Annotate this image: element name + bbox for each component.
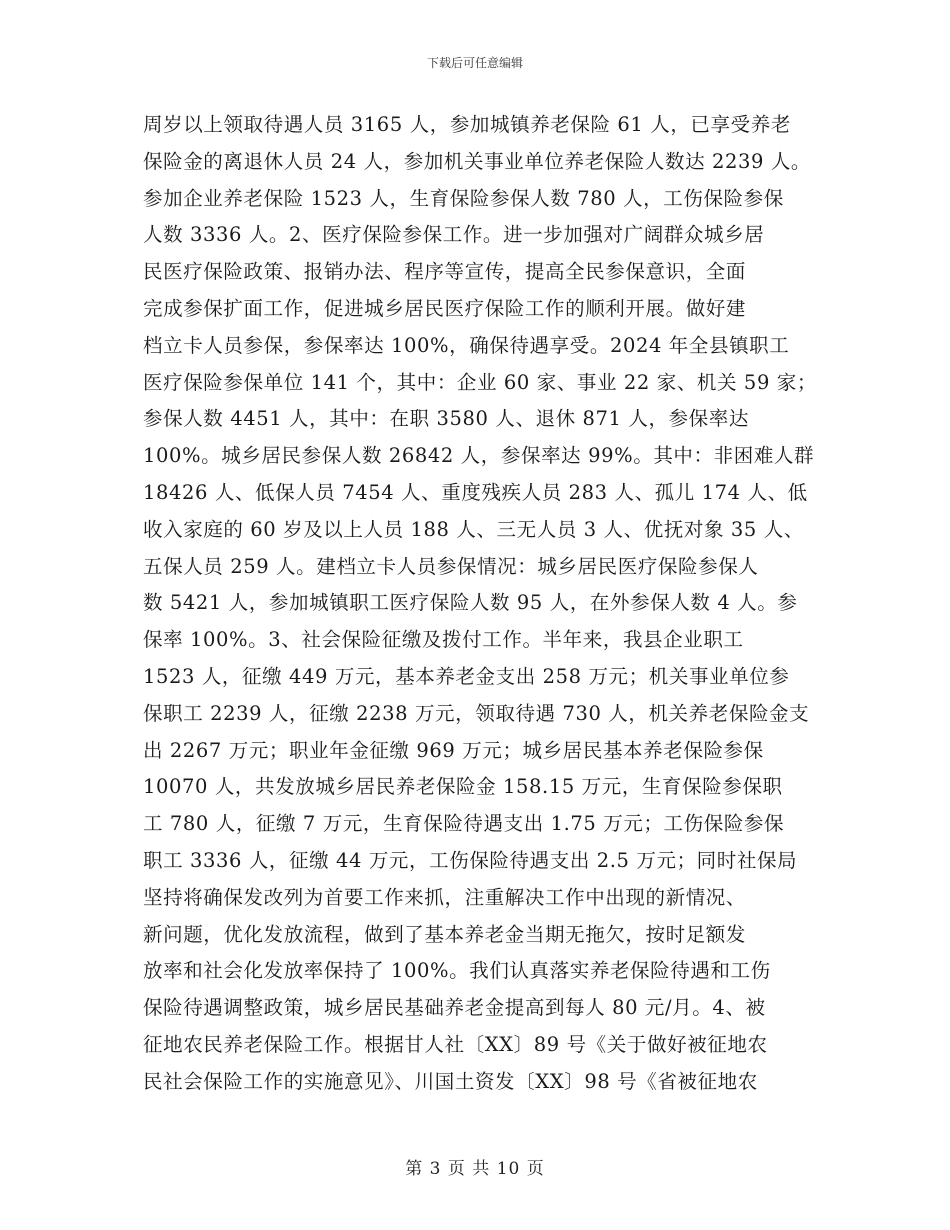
body-line: 五保人员 259 人。建档立卡人员参保情况：城乡居民医疗保险参保人 [143,554,759,578]
body-line: 出 2267 万元；职业年金征缴 969 万元；城乡居民基本养老保险参保 [143,738,764,762]
body-line: 工 780 人，征缴 7 万元，生育保险待遇支出 1.75 万元；工伤保险参保 [143,812,785,836]
body-line: 保险待遇调整政策，城乡居民基础养老金提高到每人 80 元/月。4、被 [143,996,766,1020]
body-line: 10070 人，共发放城乡居民养老保险金 158.15 万元，生育保险参保职 [143,775,783,799]
body-line: 民社会保险工作的实施意见》、川国土资发〔XX〕98 号《省被征地农 [143,1069,758,1093]
body-line: 参保人数 4451 人，其中：在职 3580 人、退休 871 人，参保率达 [143,407,749,431]
body-line: 18426 人、低保人员 7454 人、重度残疾人员 283 人、孤儿 174 人、低 [143,480,808,504]
body-line: 完成参保扩面工作，促进城乡居民医疗保险工作的顺利开展。做好建 [143,296,747,320]
document-body [143,107,863,1101]
body-line: 人数 3336 人。2、医疗保险参保工作。进一步加强对广阔群众城乡居 [143,223,765,247]
body-line: 征地农民养老保险工作。根据甘人社〔XX〕89 号《关于做好被征地农 [143,1032,768,1056]
page-header-note: 下载后可任意编辑 [426,56,523,70]
body-line: 100%。城乡居民参保人数 26842 人，参保率达 99%。其中：非困难人群 [143,444,815,468]
body-line: 放率和社会化发放率保持了 100%。我们认真落实养老保险待遇和工伤 [143,959,771,983]
body-line: 参加企业养老保险 1523 人，生育保险参保人数 780 人，工伤保险参保 [143,186,784,210]
body-line: 新问题，优化发放流程，做到了基本养老金当期无拖欠，按时足额发 [143,922,747,946]
body-line: 职工 3336 人，征缴 44 万元，工伤保险待遇支出 2.5 万元；同时社保局 [143,848,798,872]
body-line: 保率 100%。3、社会保险征缴及拨付工作。半年来，我县企业职工 [143,628,744,652]
body-line: 周岁以上领取待遇人员 3165 人，参加城镇养老保险 61 人，已享受养老 [143,113,791,136]
body-line: 档立卡人员参保，参保率达 100%，确保待遇享受。2024 年全县镇职工 [143,333,790,357]
body-line: 保险金的离退休人员 24 人，参加机关事业单位养老保险人数达 2239 人。 [143,149,812,173]
body-line: 收入家庭的 60 岁及以上人员 188 人、三无人员 3 人、优抚对象 35 人、 [143,517,804,541]
body-line: 保职工 2239 人，征缴 2238 万元，领取待遇 730 人，机关养老保险金支 [143,701,810,725]
body-line: 数 5421 人，参加城镇职工医疗保险人数 95 人，在外参保人数 4 人。参 [143,591,798,615]
body-line: 医疗保险参保单位 141 个，其中：企业 60 家、事业 22 家、机关 59 家； [143,370,817,394]
body-line: 坚持将确保发改列为首要工作来抓，注重解决工作中出现的新情况、 [143,885,747,909]
page-number-footer: 第 3 页 共 10 页 [405,1159,545,1179]
body-line: 民医疗保险政策、报销办法、程序等宣传，提高全民参保意识，全面 [143,260,747,284]
body-line: 1523 人，征缴 449 万元，基本养老金支出 258 万元；机关事业单位参 [143,664,790,688]
